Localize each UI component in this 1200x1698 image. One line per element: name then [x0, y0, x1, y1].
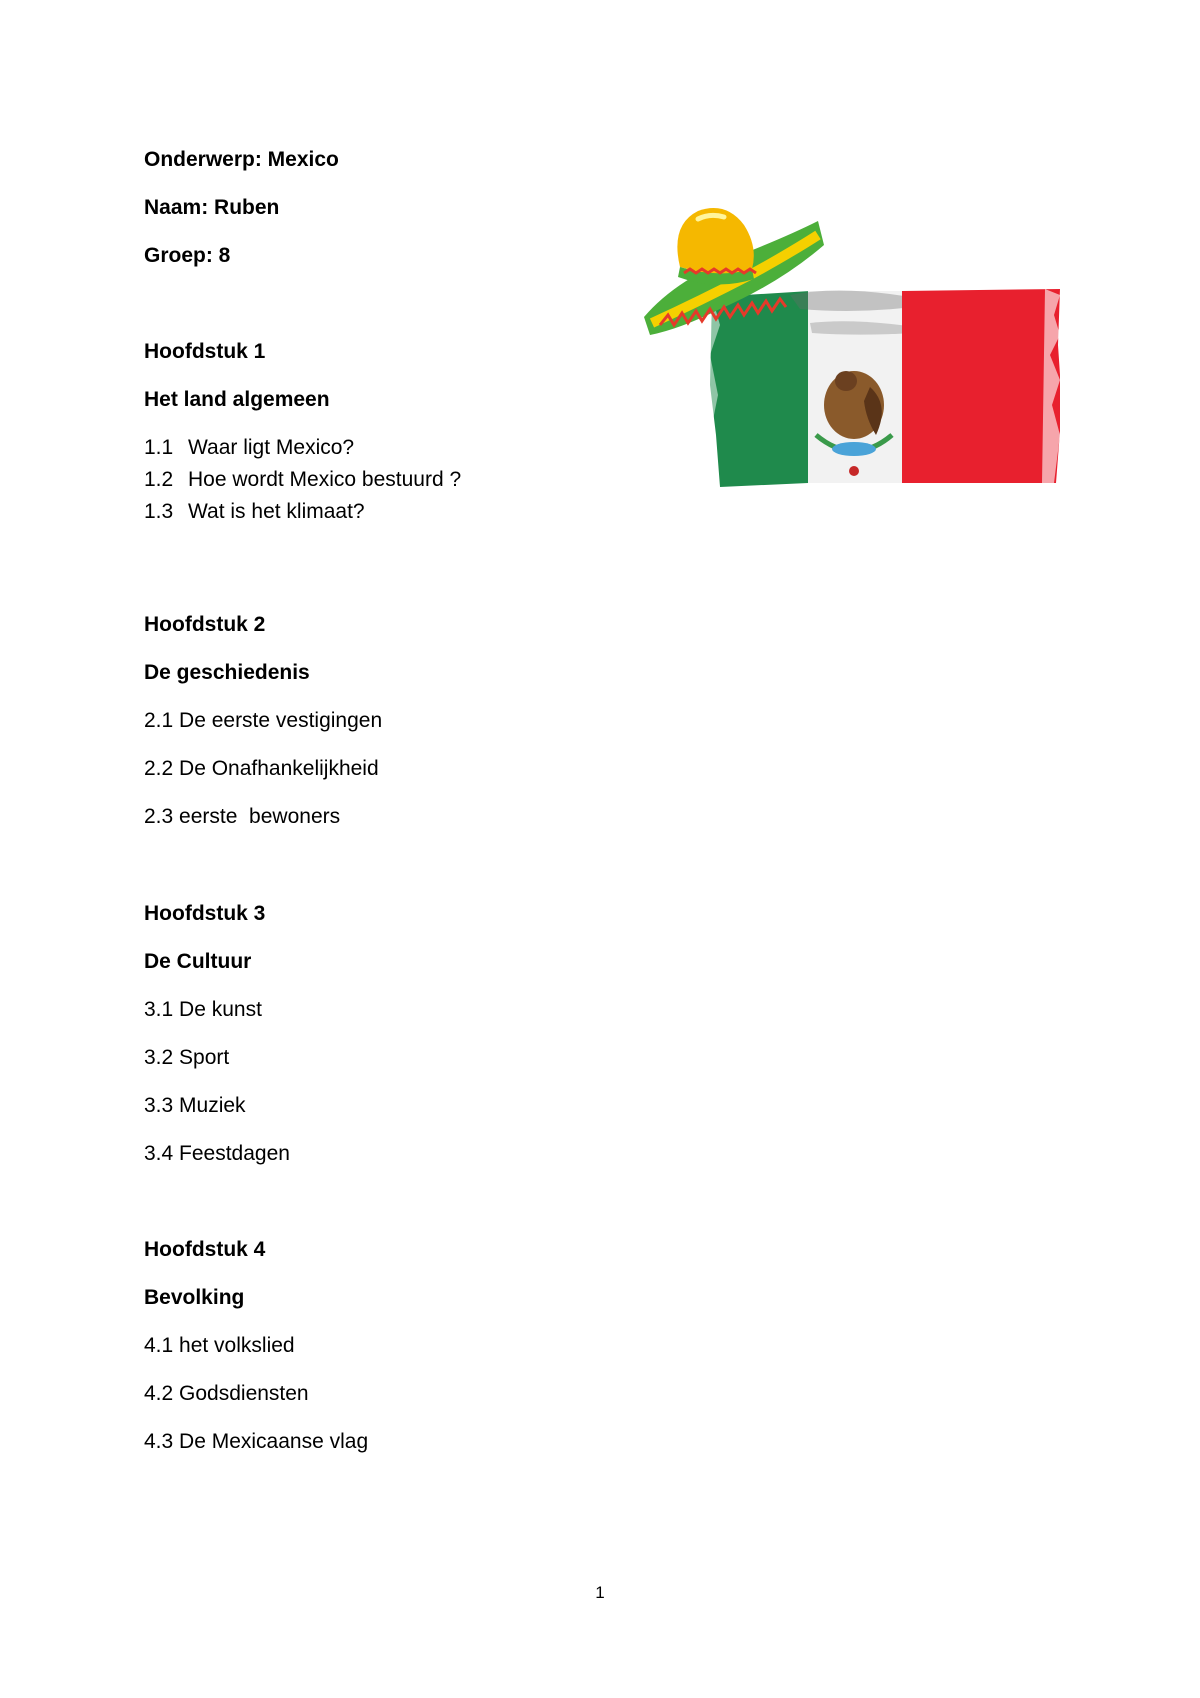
list-item-text: Hoe wordt Mexico bestuurd ? [188, 468, 462, 491]
list-item: 2.2 De Onafhankelijkheid [144, 757, 379, 780]
chapter-1-title: Hoofdstuk 1 [144, 340, 266, 363]
list-item-number: 1.2 [144, 468, 174, 491]
list-item: 2.3 eerste bewoners [144, 805, 341, 828]
list-item [144, 437, 354, 458]
chapter-4-subtitle: Bevolking [144, 1286, 245, 1309]
list-item: 4.2 Godsdiensten [144, 1382, 309, 1405]
list-item-number: 1.1 [144, 436, 174, 459]
group-line: Groep: 8 [144, 244, 231, 267]
subject-line: Onderwerp: Mexico [144, 148, 339, 171]
chapter-3-subtitle: De Cultuur [144, 950, 252, 973]
list-item-text: Wat is het klimaat? [188, 500, 365, 523]
list-item: 4.1 het volkslied [144, 1334, 295, 1357]
list-item: 3.3 Muziek [144, 1094, 246, 1117]
name-line: Naam: Ruben [144, 196, 280, 219]
chapter-1-subtitle: Het land algemeen [144, 388, 330, 411]
page-number: 1 [595, 1583, 605, 1602]
chapter-2-title: Hoofdstuk 2 [144, 613, 266, 636]
sombrero-mexican-flag-icon [640, 205, 1060, 495]
list-item: 3.2 Sport [144, 1046, 230, 1069]
list-item: 2.1 De eerste vestigingen [144, 709, 383, 732]
list-item: 4.3 De Mexicaanse vlag [144, 1430, 369, 1453]
chapter-4-title: Hoofdstuk 4 [144, 1238, 266, 1261]
list-item [144, 469, 461, 490]
chapter-3-title: Hoofdstuk 3 [144, 902, 266, 925]
mexican-flag-icon [706, 289, 1060, 487]
list-item-number: 1.3 [144, 500, 174, 523]
list-item-text: Waar ligt Mexico? [188, 436, 355, 459]
list-item: 3.1 De kunst [144, 998, 262, 1021]
chapter-2-subtitle: De geschiedenis [144, 661, 310, 684]
list-item: 3.4 Feestdagen [144, 1142, 290, 1165]
list-item [144, 501, 365, 522]
